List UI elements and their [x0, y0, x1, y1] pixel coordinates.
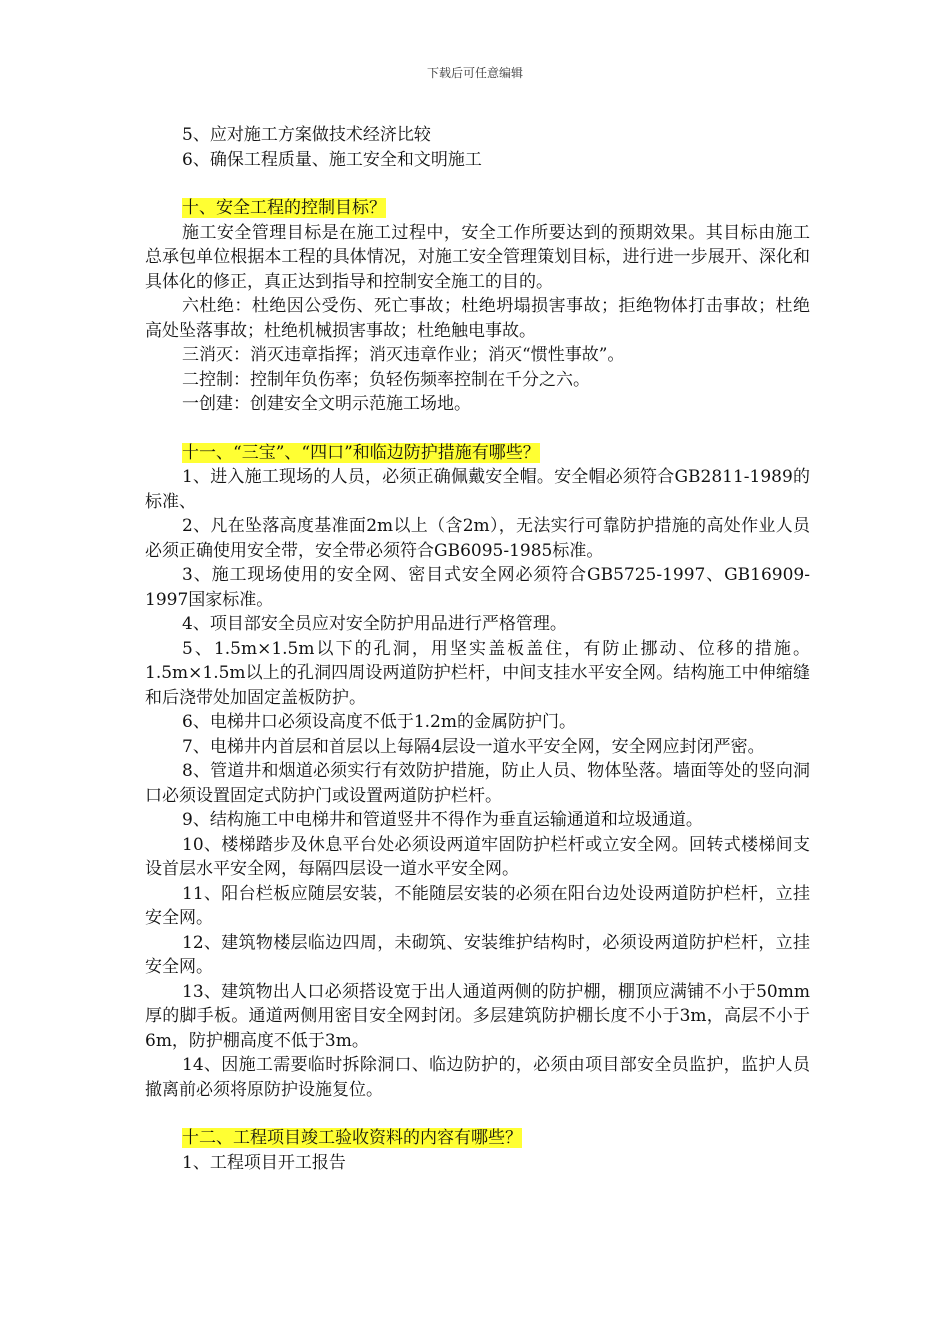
paragraph: 5、应对施工方案做技术经济比较 [182, 125, 431, 145]
paragraph: 5、1.5m×1.5m以下的孔洞，用坚实盖板盖住，有防止挪动、位移的措施。1.5m×1.5m以上的孔洞四周设两道防护栏杆，中间支挂水平安全网。结构施工中伸缩缝和后浇带处加固定盖板防护。 [145, 638, 810, 708]
page-header: 下载后可任意编辑 [426, 66, 523, 80]
document-body [145, 123, 810, 1175]
paragraph: 12、建筑物楼层临边四周，未砌筑、安装维护结构时，必须设两道防护栏杆，立挂安全网。 [145, 932, 810, 977]
paragraph: 13、建筑物出人口必须搭设宽于出人通道两侧的防护棚，棚顶应满铺不小于50mm厚的脚手板。通道两侧用密目安全网封闭。多层建筑防护棚长度不小于3m，高层不小于6m，防护棚高度不低于3m。 [145, 981, 810, 1051]
paragraph: 11、阳台栏板应随层安装，不能随层安装的必须在阳台边处设两道防护栏杆，立挂安全网。 [145, 883, 810, 928]
paragraph: 一创建：创建安全文明示范施工场地。 [182, 394, 471, 414]
paragraph: 8、管道井和烟道必须实行有效防护措施，防止人员、物体坠落。墙面等处的竖向洞口必须设置固定式防护门或设置两道防护栏杆。 [145, 761, 810, 806]
heading-highlight-text: 十、安全工程的控制目标？ [182, 198, 386, 218]
paragraph: 二控制：控制年负伤率；负轻伤频率控制在千分之六。 [182, 369, 590, 390]
paragraph-gap [145, 1102, 810, 1126]
paragraph: 2、凡在坠落高度基准面2m以上（含2m），无法实行可靠防护措施的高处作业人员必须正确使用安全带，安全带必须符合GB6095-1985标准。 [145, 516, 810, 561]
paragraph: 三消灭：消灭违章指挥；消灭违章作业；消灭“惯性事故”。 [182, 345, 625, 365]
paragraph: 6、电梯井口必须设高度不低于1.2m的金属防护门。 [182, 712, 576, 732]
paragraph: 1、工程项目开工报告 [182, 1152, 346, 1173]
paragraph: 施工安全管理目标是在施工过程中，安全工作所要达到的预期效果。其目标由施工总承包单位根据本工程的具体情况，对施工安全管理策划目标，进行进一步展开、深化和具体化的修正，真正达到指导和控制安全施工的目的。 [145, 222, 810, 292]
heading-highlight-text: 十二、工程项目竣工验收资料的内容有哪些？ [182, 1128, 522, 1148]
paragraph-gap [145, 417, 810, 441]
paragraph: 六杜绝：杜绝因公受伤、死亡事故；杜绝坍塌损害事故；拒绝物体打击事故；杜绝高处坠落事故；杜绝机械损害事故；杜绝触电事故。 [145, 296, 810, 341]
paragraph: 1、进入施工现场的人员，必须正确佩戴安全帽。安全帽必须符合GB2811-1989的标准、 [145, 467, 810, 512]
paragraph: 9、结构施工中电梯井和管道竖井不得作为垂直运输通道和垃圾通道。 [182, 810, 703, 830]
paragraph: 6、确保工程质量、施工安全和文明施工 [182, 149, 482, 170]
heading-highlight-text: 十一、“三宝”、“四口”和临边防护措施有哪些？ [182, 442, 540, 463]
section-heading [145, 441, 810, 466]
section-heading [145, 1126, 810, 1151]
paragraph: 3、施工现场使用的安全网、密目式安全网必须符合GB5725-1997、GB16909-1997国家标准。 [145, 565, 810, 610]
paragraph: 14、因施工需要临时拆除洞口、临边防护的，必须由项目部安全员监护，监护人员撤离前必须将原防护设施复位。 [145, 1055, 810, 1100]
section-heading [145, 196, 810, 221]
paragraph-gap [145, 172, 810, 196]
paragraph: 4、项目部安全员应对安全防护用品进行严格管理。 [182, 614, 567, 634]
paragraph: 10、楼梯踏步及休息平台处必须设两道牢固防护栏杆或立安全网。回转式楼梯间支设首层水平安全网，每隔四层设一道水平安全网。 [145, 834, 810, 879]
paragraph: 7、电梯井内首层和首层以上每隔4层设一道水平安全网，安全网应封闭严密。 [182, 736, 765, 757]
